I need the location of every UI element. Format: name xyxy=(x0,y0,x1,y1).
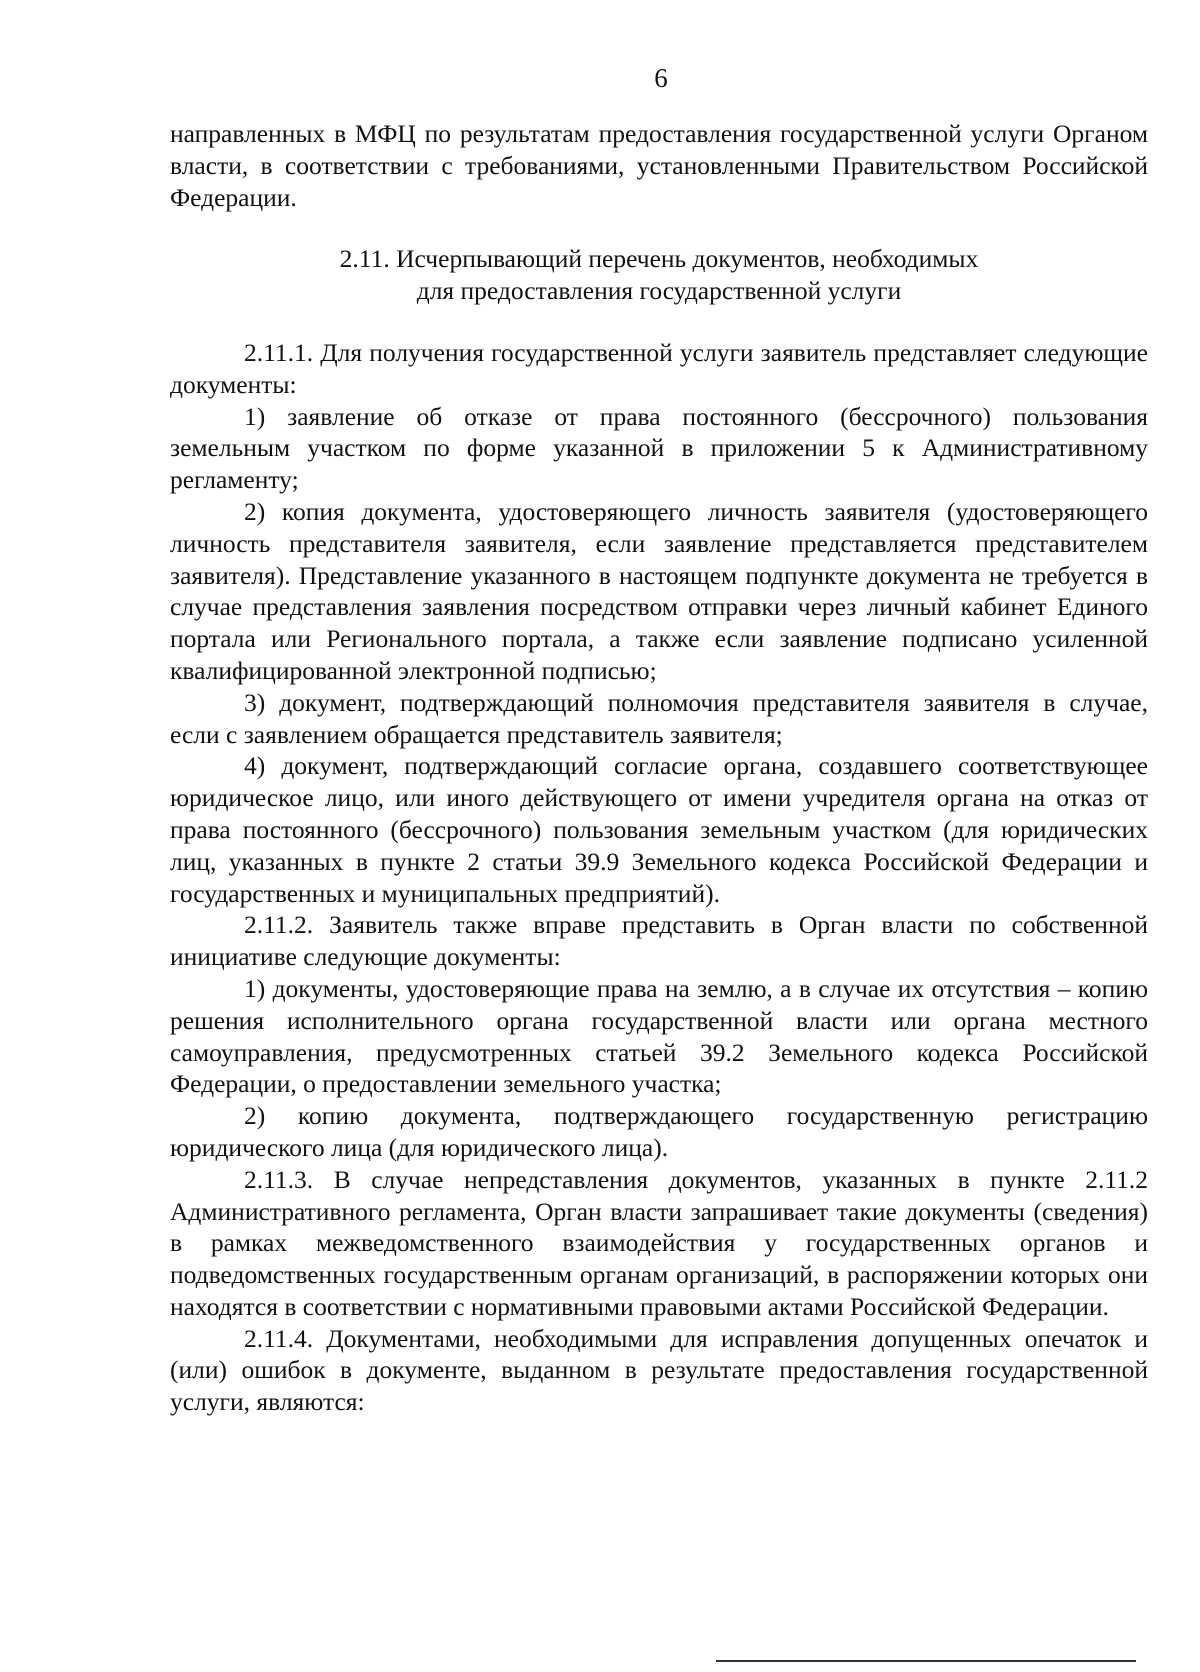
paragraph-2-11-3: 2.11.3. В случае непредставления документов, указанных в пункте 2.11.2 Административного регламента, Орган власти запрашивает такие документы (сведения) в рамках межведомственного взаимодействия у государственных органов и подведомственных государственным органам организаций, в распоряжении которых они находятся в соответствии с нормативными правовыми актами Российской Федерации. xyxy=(170,1164,1148,1321)
list-item-2-2: 2) копию документа, подтверждающего государственную регистрацию юридического лица (для юридического лица). xyxy=(170,1101,1148,1162)
list-item-2: 2) копия документа, удостоверяющего личность заявителя (удостоверяющего личность представителя заявителя, если заявление представляется представителем заявителя). Представление указанного в настоящем подпункте документа не требуется в случае представления заявления посредством отправки через личный кабинет Единого портала или Регионального портала, а также если заявление подписано усиленной квалифицированной электронной подписью; xyxy=(170,496,1148,685)
paragraph-2-11-4: 2.11.4. Документами, необходимыми для исправления допущенных опечаток и (или) ошибок в документе, выданном в результате предоставления государственной услуги, являются: xyxy=(170,1323,1148,1417)
page-number: 6 xyxy=(654,63,668,93)
section-heading-line-2: для предоставления государственной услуги xyxy=(416,276,902,306)
paragraph-2-11-1: 2.11.1. Для получения государственной услуги заявитель представляет следующие документы: xyxy=(170,337,1148,399)
document-body xyxy=(170,118,1148,1418)
bottom-divider-line xyxy=(716,1660,1136,1662)
list-item-4: 4) документ, подтверждающий согласие органа, создавшего соответствующее юридическое лицо, или иного действующего от имени учредителя органа на отказ от права постоянного (бессрочного) пользования земельным участком (для юридических лиц, указанных в пункте 2 статьи 39.9 Земельного кодекса Российской Федерации и государственных и муниципальных предприятий). xyxy=(170,751,1148,908)
list-item-2-1: 1) документы, удостоверяющие права на землю, а в случае их отсутствия – копию решения исполнительного органа государственной власти или органа местного самоуправления, предусмотренных статьей 39.2 Земельного кодекса Российской Федерации, о предоставлении земельного участка; xyxy=(170,973,1148,1099)
paragraph-2-11-2: 2.11.2. Заявитель также вправе представить в Орган власти по собственной инициативе следующие документы: xyxy=(170,910,1148,972)
section-heading xyxy=(170,243,1148,307)
list-item-3: 3) документ, подтверждающий полномочия представителя заявителя в случае, если с заявлением обращается представитель заявителя; xyxy=(170,687,1148,749)
section-heading-line-1: 2.11. Исчерпывающий перечень документов, необходимых xyxy=(339,244,979,274)
list-item-1: 1) заявление об отказе от права постоянного (бессрочного) пользования земельным участком по форме указанной в приложении 5 к Административному регламенту; xyxy=(170,401,1148,495)
intro-paragraph: направленных в МФЦ по результатам предоставления государственной услуги Органом власти, в соответствии с требованиями, установленными Правительством Российской Федерации. xyxy=(170,119,1148,212)
